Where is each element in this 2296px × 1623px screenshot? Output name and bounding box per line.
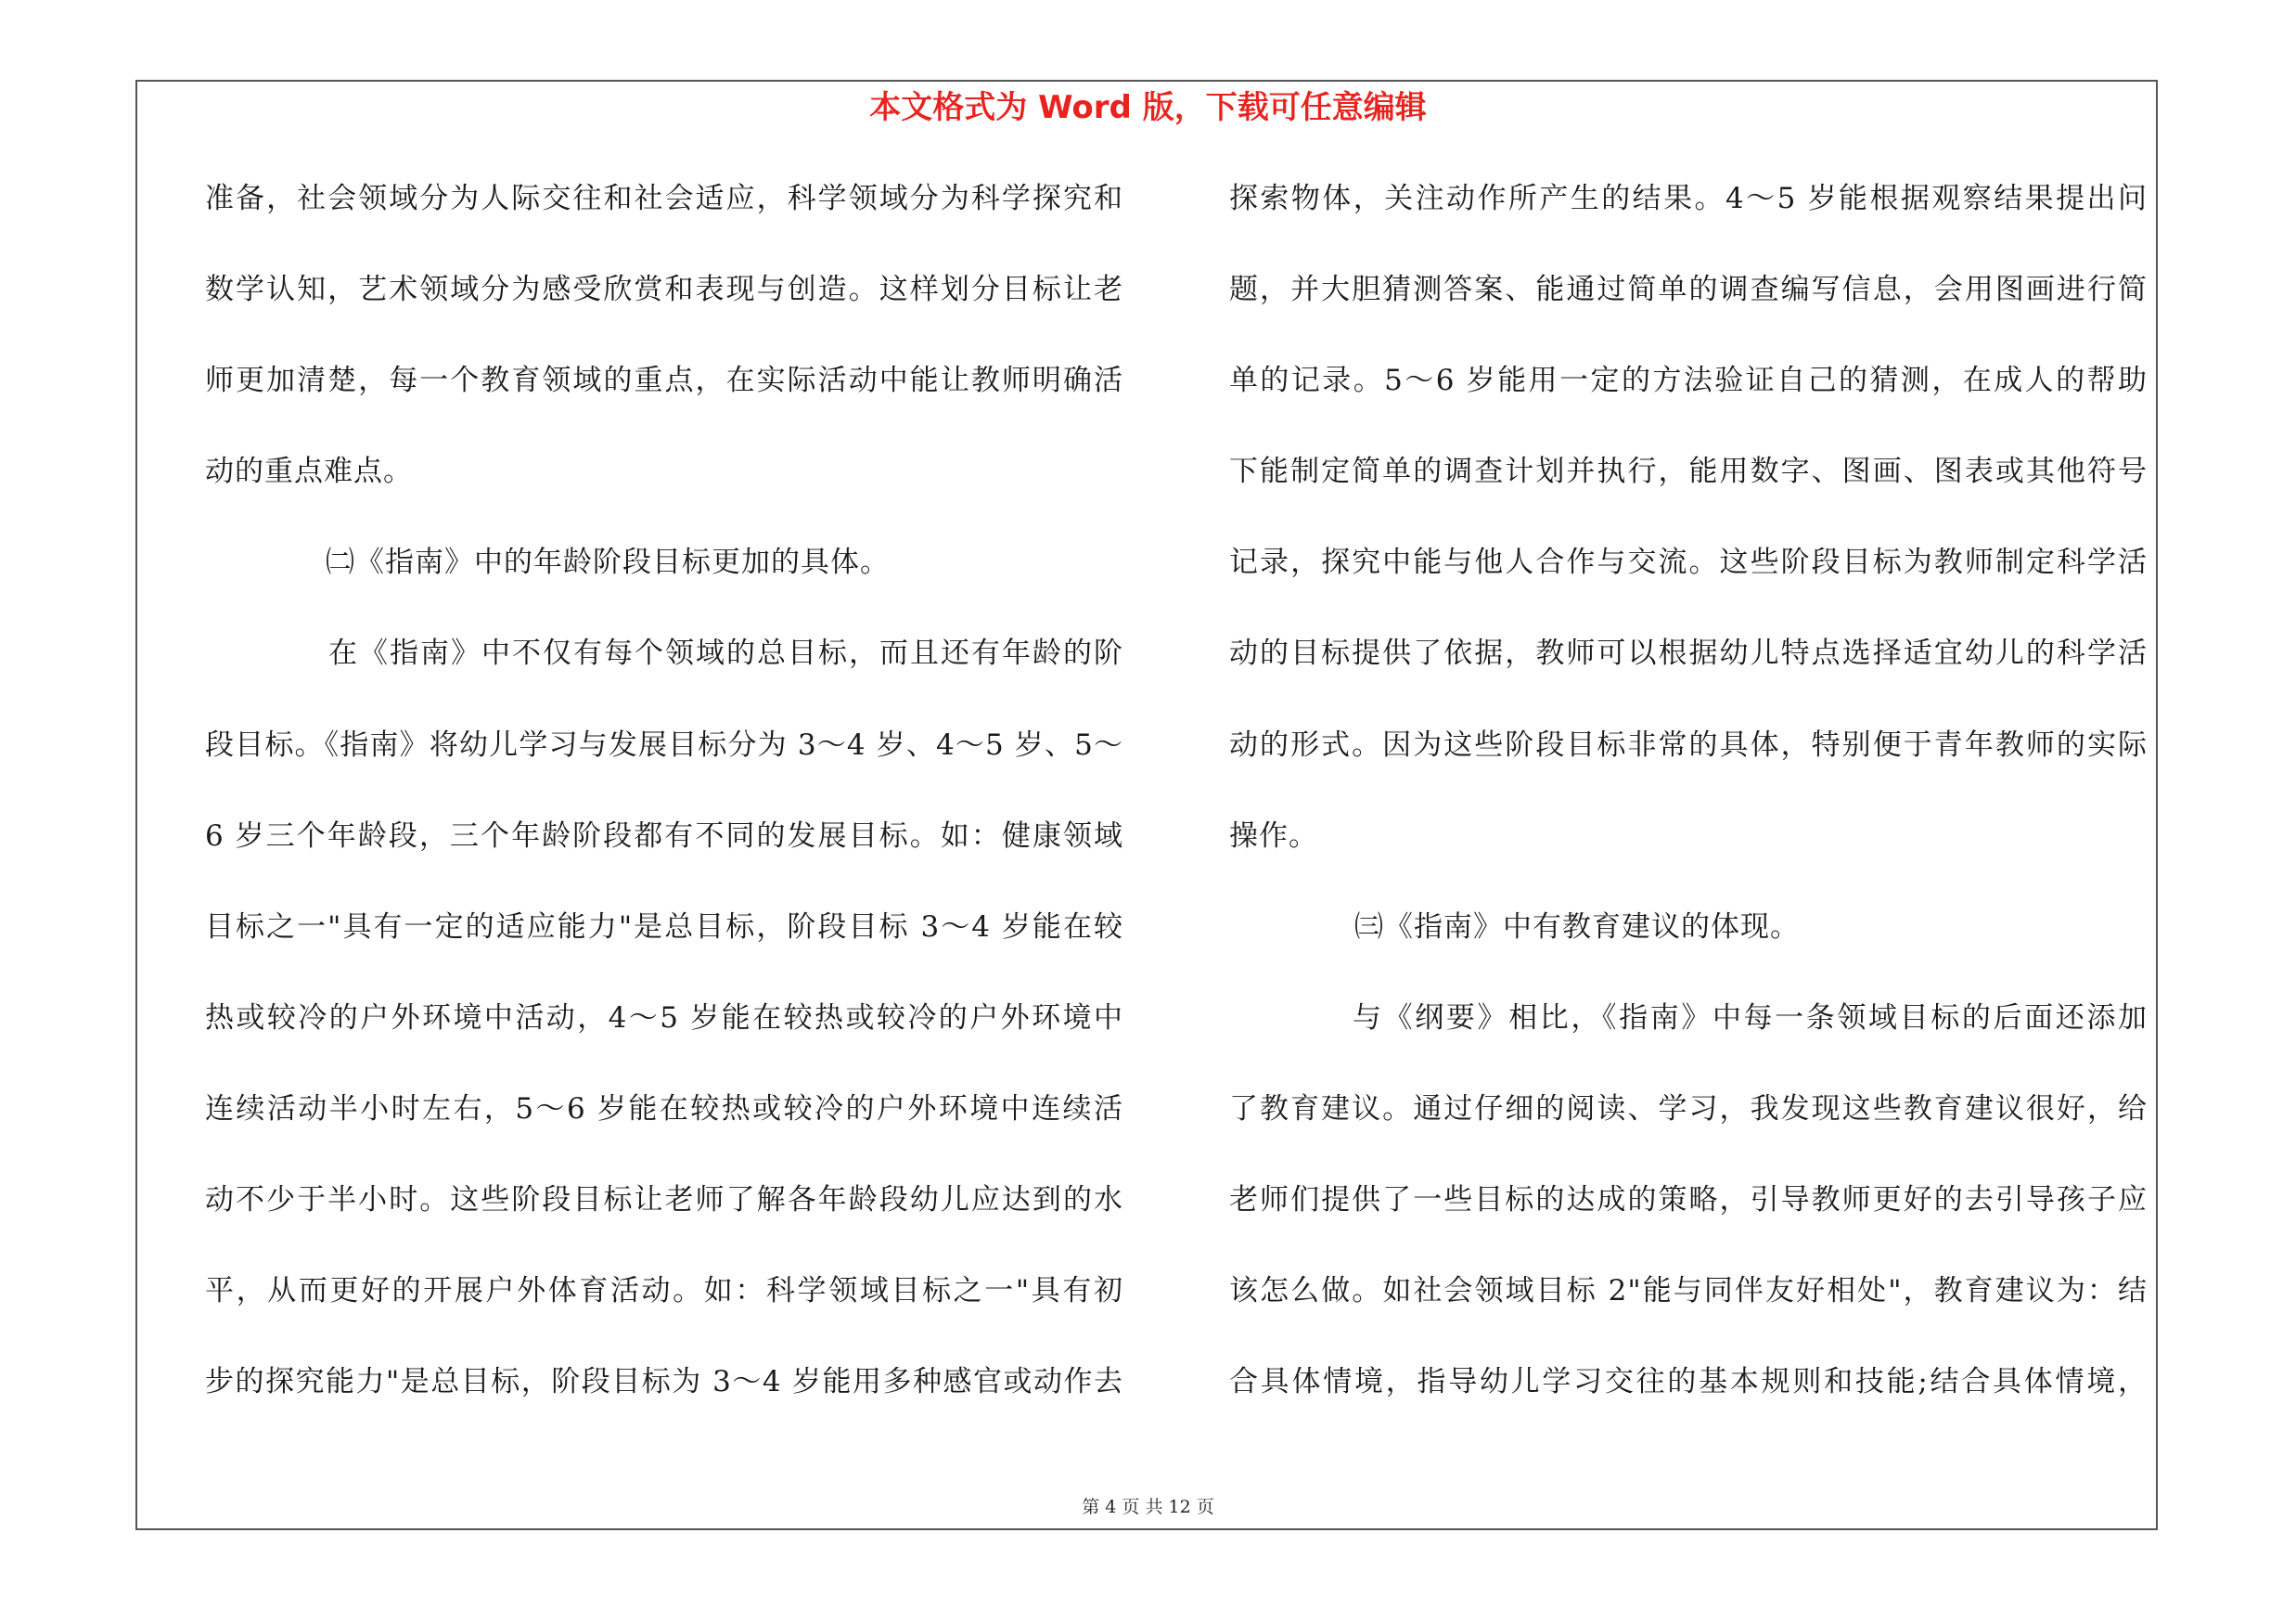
text-line: 热或较冷的户外环境中活动，4～5 岁能在较热或较冷的户外环境中 — [205, 1000, 1123, 1035]
text-line: 老师们提供了一些目标的达成的策略，引导教师更好的去引导孩子应 — [1229, 1183, 2148, 1217]
text-line: 探索物体，关注动作所产生的结果。4～5 岁能根据观察结果提出问 — [1229, 182, 2148, 215]
text-line: 数学认知，艺术领域分为感受欣赏和表现与创造。这样划分目标让老 — [205, 273, 1123, 307]
text-line: 在《指南》中不仅有每个领域的总目标，而且还有年龄的阶 — [328, 637, 1123, 671]
text-line: 平，从而更好的开展户外体育活动。如：科学领域目标之一"具有初 — [205, 1274, 1123, 1308]
text-line: 连续活动半小时左右，5～6 岁能在较热或较冷的户外环境中连续活 — [205, 1091, 1123, 1126]
text-line: 题，并大胆猜测答案、能通过简单的调查编写信息，会用图画进行简 — [1229, 273, 2148, 307]
section-heading: ㈡《指南》中的年龄阶段目标更加的具体。 — [326, 546, 890, 580]
left-text-column — [205, 182, 1123, 1456]
text-line: 6 岁三个年龄段，三个年龄阶段都有不同的发展目标。如：健康领域 — [205, 818, 1123, 853]
text-line: 合具体情境，指导幼儿学习交往的基本规则和技能;结合具体情境， — [1229, 1365, 2148, 1399]
text-line: 准备，社会领域分为人际交往和社会适应，科学领域分为科学探究和 — [205, 182, 1123, 215]
text-line: 单的记录。5～6 岁能用一定的方法验证自己的猜测，在成人的帮助 — [1229, 364, 2148, 398]
text-line: 目标之一"具有一定的适应能力"是总目标，阶段目标 3～4 岁能在较 — [205, 909, 1123, 944]
text-line: 该怎么做。如社会领域目标 2"能与同伴友好相处"，教育建议为：结 — [1229, 1274, 2148, 1308]
format-notice-banner: 本文格式为 Word 版，下载可任意编辑 — [869, 89, 1427, 126]
text-line: 记录，探究中能与他人合作与交流。这些阶段目标为教师制定科学活 — [1229, 546, 2148, 580]
page-number-footer: 第 4 页 共 12 页 — [1082, 1497, 1214, 1517]
text-line: 动的目标提供了依据，教师可以根据幼儿特点选择适宜幼儿的科学活 — [1229, 637, 2148, 671]
text-line: 动不少于半小时。这些阶段目标让老师了解各年龄段幼儿应达到的水 — [205, 1183, 1123, 1217]
text-line: 下能制定简单的调查计划并执行，能用数字、图画、图表或其他符号 — [1229, 455, 2148, 489]
text-line: 动的重点难点。 — [205, 455, 413, 489]
text-line: 段目标。《指南》将幼儿学习与发展目标分为 3～4 岁、4～5 岁、5～ — [205, 728, 1123, 762]
text-line: 步的探究能力"是总目标，阶段目标为 3～4 岁能用多种感官或动作去 — [205, 1365, 1123, 1399]
text-line: 师更加清楚，每一个教育领域的重点，在实际活动中能让教师明确活 — [205, 364, 1123, 398]
text-line: 动的形式。因为这些阶段目标非常的具体，特别便于青年教师的实际 — [1229, 728, 2148, 762]
text-line: 操作。 — [1229, 818, 1318, 853]
section-heading: ㈢《指南》中有教育建议的体现。 — [1354, 909, 1800, 944]
text-line: 了教育建议。通过仔细的阅读、学习，我发现这些教育建议很好，给 — [1229, 1091, 2148, 1126]
right-text-column — [1229, 182, 2148, 1456]
text-line: 与《纲要》相比，《指南》中每一条领域目标的后面还添加 — [1353, 1000, 2148, 1035]
